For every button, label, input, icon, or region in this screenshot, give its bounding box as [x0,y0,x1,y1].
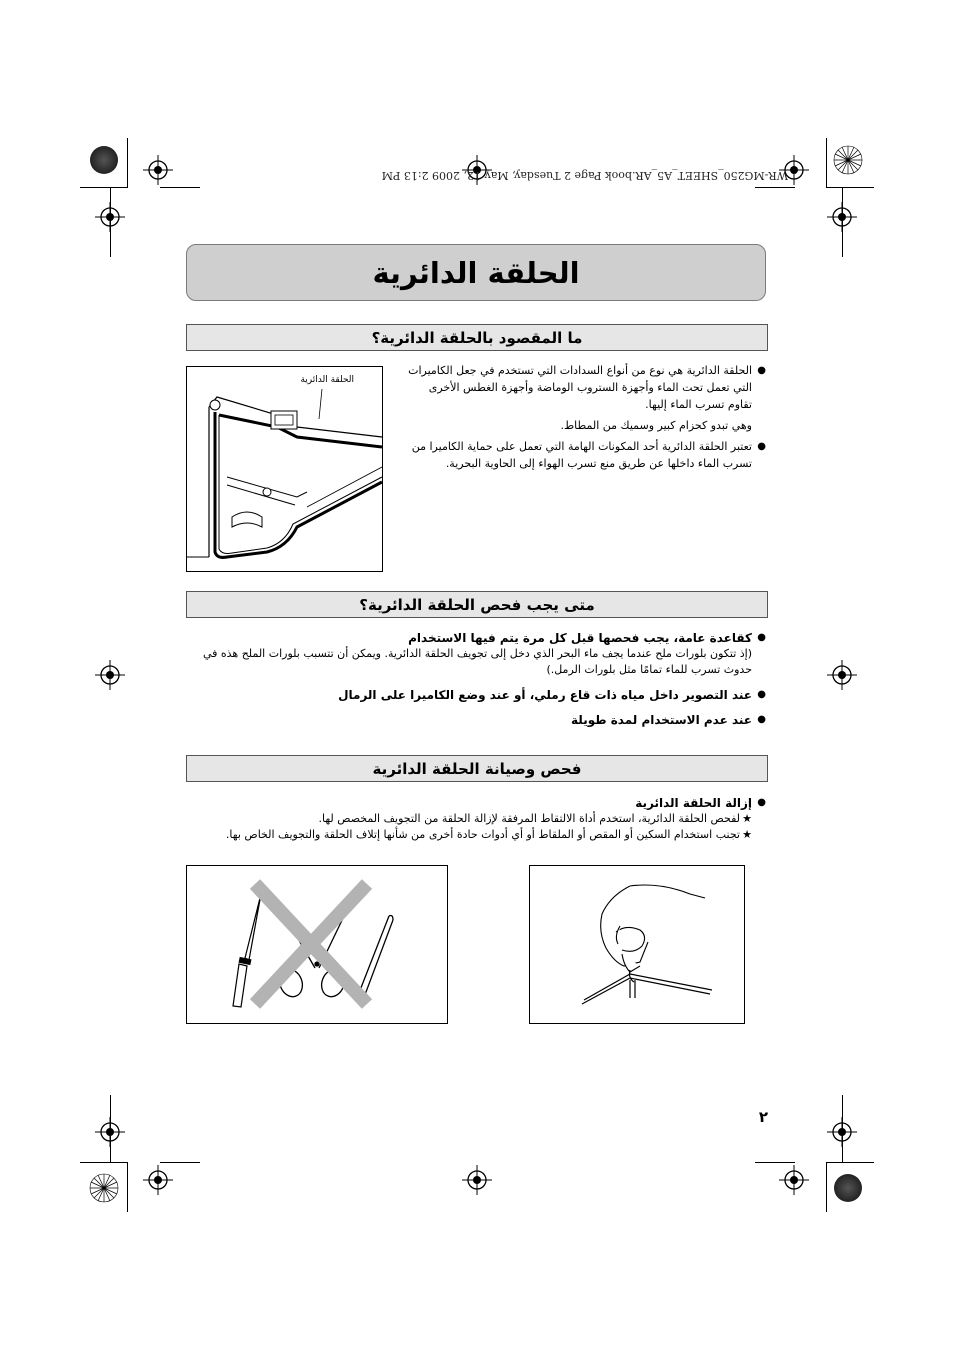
section-heading-inspection-maintenance: فحص وصيانة الحلقة الدائرية [186,755,768,782]
star-item-text: لفحص الحلقة الدائرية، استخدم أداة الالتقاط المرفقة لإزالة الحلقة من التجويف المخصص لها. [318,812,740,825]
registration-mark-icon [827,660,857,690]
figure-label-o-ring: الحلقة الدائرية [300,375,354,385]
page-number: ٢ [758,1108,768,1126]
list-item [186,687,766,703]
registration-mark-icon [143,155,173,185]
registration-mark-icon [143,1165,173,1195]
star-item [186,811,766,827]
section-heading-when-to-check: متى يجب فحص الحلقة الدائرية؟ [186,591,768,618]
star-icon: ★ [742,812,752,825]
bullet-text: ● تعتبر الحلقة الدائرية أحد المكونات الهامة التي تعمل على حماية الكاميرا من تسرب الماء داخلها عن طريق منع تسرب الهواء إلى الحاوية البحرية. [411,440,752,470]
knife-icon [233,894,261,1007]
section3-body [186,795,766,843]
registration-mark-icon [95,202,125,232]
star-item-text: تجنب استخدام السكين أو المقص أو الملقاط أو أي أدوات حادة أخرى من شأنها إتلاف الحلقة والتجويف الخاص بها. [225,828,740,841]
tweezers-icon [357,916,393,1001]
registration-mark-icon [95,660,125,690]
registration-mark-icon [462,1165,492,1195]
registration-disc-icon [834,1174,862,1202]
housing-drawing-icon [187,367,382,571]
bullet-heading: ● إزالة الحلقة الدائرية [635,796,752,810]
o-ring-housing-figure [186,366,383,572]
o-ring-removal-figure [529,865,745,1024]
registration-mark-icon [827,1117,857,1147]
bullet-heading: ● عند عدم الاستخدام لمدة طويلة [571,713,752,727]
forbidden-tools-figure [186,865,448,1024]
star-icon: ★ [742,828,752,841]
bullet-text: (إذ تتكون بلورات ملح عندما يجف ماء البحر الذي دخل إلى تجويف الحلقة الدائرية. ويمكن أن تتسبب بلورات الملح هذه في حدوث تسرب للماء تمامًا مثل بلورات الرمل.) [202,647,752,676]
list-item [186,795,766,811]
bullet-heading: ● كقاعدة عامة، يجب فحصها قبل كل مرة يتم فيها الاستخدام [408,631,752,645]
list-item [404,438,766,472]
registration-mark-icon [827,202,857,232]
cross-icon [255,884,367,1004]
list-item [186,712,766,728]
bullet-note: وهي تبدو كحزام كبير وسميك من المطاط. [560,419,752,432]
registration-disc-icon [90,146,118,174]
registration-mark-icon [779,1165,809,1195]
hand-icon [601,885,705,972]
page-title: الحلقة الدائرية [186,244,766,301]
section2-body [186,630,766,728]
print-info-header: WR-MG250_SHEET_A5_AR.book Page 2 Tuesday, May 12, 2009 2:13 PM [381,169,788,182]
o-ring-icon [582,970,712,1004]
list-item [404,362,766,434]
bullet-heading: ● عند التصوير داخل مياه ذات قاع رملي، أو عند وضع الكاميرا على الرمال [338,688,752,702]
list-item [186,630,766,678]
star-item [186,827,766,843]
section1-body [404,362,766,472]
section-heading-what-is: ما المقصود بالحلقة الدائرية؟ [186,324,768,351]
bullet-text: ● الحلقة الدائرية هي نوع من أنواع السدادات التي تستخدم في جعل الكاميرات التي تعمل تحت الماء وأجهزة الستروب الوماضة وأجهزة الغطس الأخرى تقاوم تسرب الماء إليها. [408,364,752,411]
registration-mark-icon [95,1117,125,1147]
starburst-icon [90,1174,118,1202]
starburst-icon [834,146,862,174]
